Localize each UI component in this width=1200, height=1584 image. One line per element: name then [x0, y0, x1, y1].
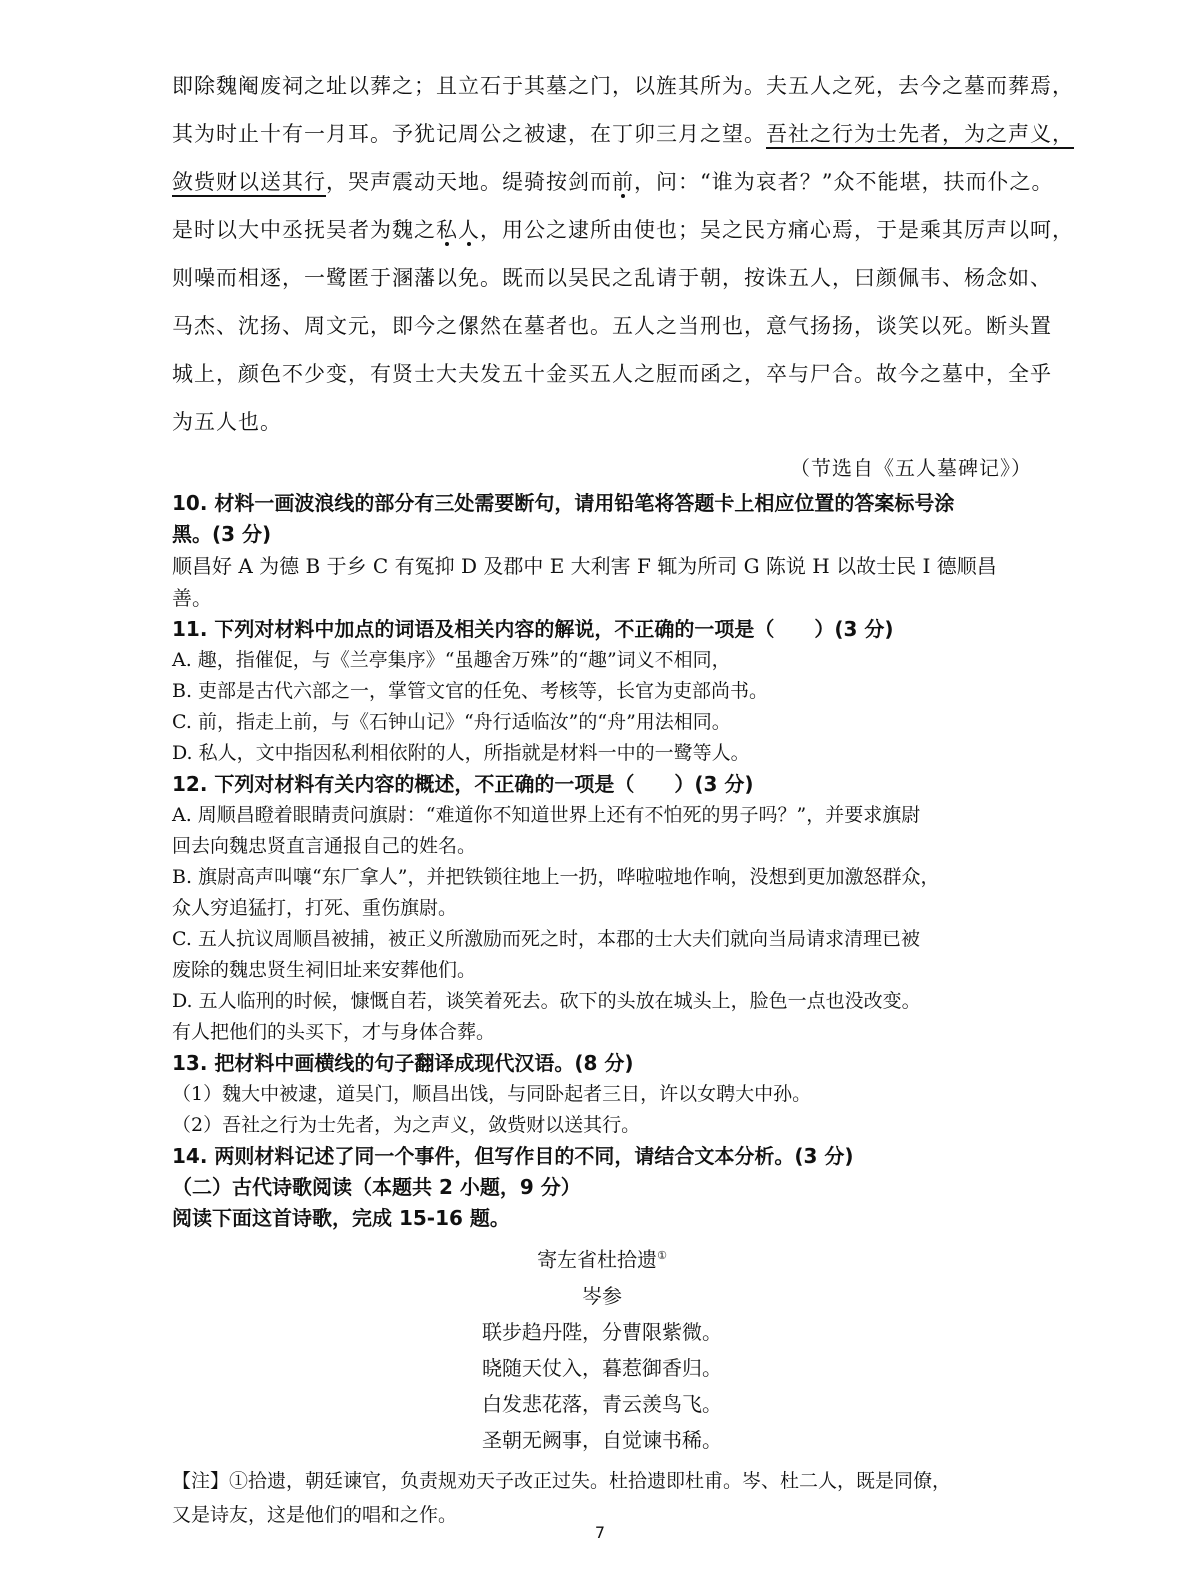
passage-text: ，哭声震动天地。缇骑按剑而	[326, 170, 612, 194]
section-2-instruction: 阅读下面这首诗歌，完成 15-16 题。	[172, 1206, 510, 1230]
poem-note-line: 又是诗友，这是他们的唱和之作。	[172, 1503, 458, 1526]
question-10-title: 10. 材料一画波浪线的部分有三处需要断句，请用铅笔将答题卡上相应位置的答案标号涂	[172, 491, 955, 515]
poem	[172, 1238, 1032, 1458]
poem-line: 晓随天仗入，暮惹御香归。	[482, 1355, 722, 1380]
question-13-sentence-2: （2）吾社之行为士先者，为之声义，敛赀财以送其行。	[172, 1114, 641, 1136]
passage-text: ，问：“谁为哀者？”众不能堪，扶而仆之。	[634, 170, 1054, 194]
question-11-option-d: D. 私人，文中指因私利相依附的人，所指就是材料一中的一鹭等人。	[172, 742, 750, 764]
passage-line	[172, 110, 1074, 158]
passage-source: （节选自《五人墓碑记》）	[790, 456, 1032, 480]
question-13-title: 13. 把材料中画横线的句子翻译成现代汉语。(8 分)	[172, 1051, 634, 1075]
question-12-option-d: D. 五人临刑的时候，慷慨自若，谈笑着死去。砍下的头放在城头上，脸色一点也没改变。	[172, 990, 921, 1012]
underlined-sentence: 吾社之行为士先者，为之声义，	[766, 122, 1074, 146]
question-12-title: 12. 下列对材料有关内容的概述，不正确的一项是（ ）(3 分)	[172, 772, 754, 796]
question-12-option-a: A. 周顺昌瞪着眼睛责问旗尉：“难道你不知道世界上还有不怕死的男子吗？”，并要求旗尉	[172, 804, 921, 826]
question-12-option-d-cont: 有人把他们的头买下，才与身体合葬。	[172, 1021, 496, 1043]
poem-title: 寄左省杜拾遗	[537, 1247, 658, 1272]
passage-line: 为五人也。	[172, 410, 282, 434]
passage-line	[172, 158, 1054, 206]
passage-text: 是时以大中丞抚吴者为魏之	[172, 218, 436, 242]
passage-text: 其为时止十有一月耳。予犹记周公之被逮，在丁卯三月之望。	[172, 122, 766, 146]
question-12-option-b: B. 旗尉高声叫嚷“东厂拿人”，并把铁锁往地上一扔，哗啦啦地作响，没想到更加激怒群众，	[172, 866, 940, 888]
dotted-word: 前	[612, 170, 634, 194]
question-11-option-c: C. 前，指走上前，与《石钟山记》“舟行适临汝”的“舟”用法相同。	[172, 711, 731, 733]
question-13-sentence-1: （1）魏大中被逮，道吴门，顺昌出饯，与同卧起者三日，许以女聘大中孙。	[172, 1083, 812, 1105]
question-12-option-a-cont: 回去向魏忠贤直言通报自己的姓名。	[172, 835, 477, 857]
question-10-title-cont: 黑。(3 分)	[172, 522, 272, 546]
poem-author: 岑参	[582, 1283, 622, 1308]
passage-line: 即除魏阉废祠之址以葬之；且立石于其墓之门，以旌其所为。夫五人之死，去今之墓而葬焉，	[172, 74, 1074, 98]
passage-text: ，用公之逮所由使也；吴之民方痛心焉，于是乘其厉声以呵，	[480, 218, 1074, 242]
passage-line	[172, 206, 1074, 254]
page-number: 7	[594, 1523, 606, 1542]
poem-title-line	[172, 1238, 1032, 1278]
dotted-word: 人	[458, 218, 480, 242]
passage-line: 则噪而相逐，一鹭匿于溷藩以免。既而以吴民之乱请于朝，按诛五人，曰颜佩韦、杨念如、	[172, 266, 1052, 290]
underlined-sentence: 敛赀财以送其行	[172, 170, 326, 194]
passage-line: 城上，颜色不少变，有贤士大夫发五十金买五人之脰而函之，卒与尸合。故今之墓中，全乎	[172, 362, 1052, 386]
question-11-title: 11. 下列对材料中加点的词语及相关内容的解说，不正确的一项是（ ）(3 分)	[172, 617, 894, 641]
question-12-option-c: C. 五人抗议周顺昌被捕，被正义所激励而死之时，本郡的士大夫们就向当局请求清理已被	[172, 928, 920, 950]
document-page	[172, 62, 1074, 1532]
poem-line: 联步趋丹陛，分曹限紫微。	[482, 1319, 722, 1344]
question-14-title: 14. 两则材料记述了同一个事件，但写作目的不同，请结合文本分析。(3 分)	[172, 1144, 854, 1168]
passage-line: 马杰、沈扬、周文元，即今之傫然在墓者也。五人之当刑也，意气扬扬，谈笑以死。断头置	[172, 314, 1052, 338]
classical-passage	[172, 62, 1074, 446]
poem-note-marker: ①	[657, 1249, 667, 1262]
section-2-heading: （二）古代诗歌阅读（本题共 2 小题，9 分）	[172, 1175, 581, 1199]
question-11-option-a: A. 趣，指催促，与《兰亭集序》“虽趣舍万殊”的“趣”词义不相同，	[172, 649, 731, 671]
question-11-option-b: B. 吏部是古代六部之一，掌管文官的任免、考核等，长官为吏部尚书。	[172, 680, 769, 702]
question-12-option-b-cont: 众人穷追猛打，打死、重伤旗尉。	[172, 897, 458, 919]
poem-line: 圣朝无阙事，自觉谏书稀。	[482, 1427, 722, 1452]
poem-note	[172, 1464, 1032, 1532]
poem-note-line: 【注】①拾遗，朝廷谏官，负责规劝天子改正过失。杜拾遗即杜甫。岑、杜二人，既是同僚，	[172, 1469, 952, 1492]
poem-line: 白发悲花落，青云羡鸟飞。	[482, 1391, 722, 1416]
question-10-text: 顺昌好 A 为德 B 于乡 C 有冤抑 D 及郡中 E 大利害 F 辄为所司 G 陈说 H 以故士民 I 德顺昌善。	[172, 554, 997, 610]
dotted-word: 私	[436, 218, 458, 242]
question-12-option-c-cont: 废除的魏忠贤生祠旧址来安葬他们。	[172, 959, 477, 981]
